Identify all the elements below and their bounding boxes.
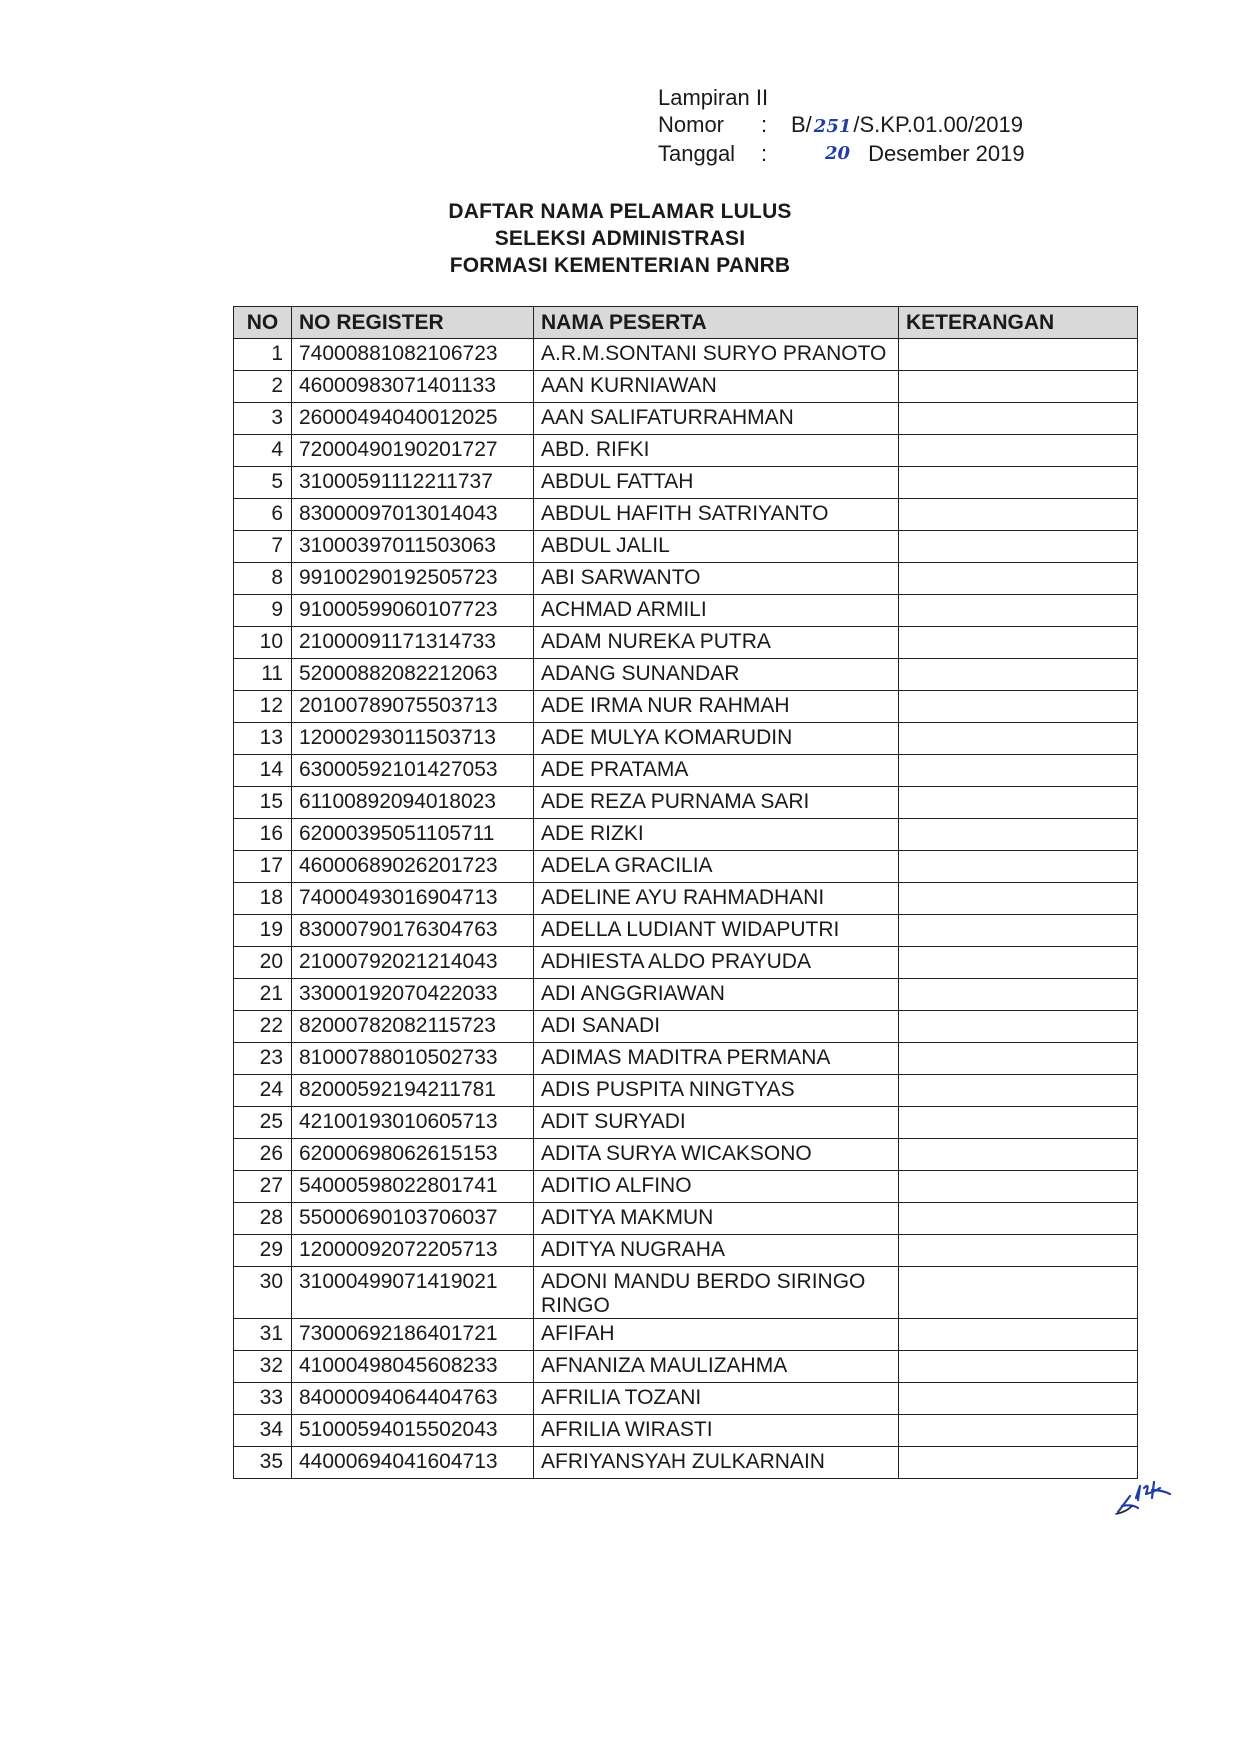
cell-no-register: 12000293011503713 xyxy=(292,723,534,755)
cell-nama-peserta: ADHIESTA ALDO PRAYUDA xyxy=(534,947,899,979)
table-row xyxy=(234,819,1138,851)
cell-no-register: 91000599060107723 xyxy=(292,595,534,627)
nomor-handwritten: 251 xyxy=(813,116,852,137)
colon: : xyxy=(761,141,768,166)
cell-no: 10 xyxy=(234,627,292,659)
lampiran-label: Lampiran II xyxy=(658,85,769,110)
cell-keterangan xyxy=(899,1139,1138,1171)
tanggal-label: Tanggal xyxy=(658,141,736,166)
table-row xyxy=(234,723,1138,755)
cell-no: 17 xyxy=(234,851,292,883)
cell-no-register: 82000782082115723 xyxy=(292,1011,534,1043)
nomor-line xyxy=(658,111,1025,140)
cell-nama-peserta: ADIMAS MADITRA PERMANA xyxy=(534,1043,899,1075)
table-row xyxy=(234,691,1138,723)
cell-nama-peserta: ADONI MANDU BERDO SIRINGO RINGO xyxy=(534,1267,899,1319)
cell-keterangan xyxy=(899,627,1138,659)
lampiran-line xyxy=(658,84,1025,111)
cell-nama-peserta: ADELLA LUDIANT WIDAPUTRI xyxy=(534,915,899,947)
cell-nama-peserta: ADITYA NUGRAHA xyxy=(534,1235,899,1267)
cell-no-register: 20100789075503713 xyxy=(292,691,534,723)
table-row xyxy=(234,851,1138,883)
cell-no-register: 41000498045608233 xyxy=(292,1351,534,1383)
cell-no-register: 61100892094018023 xyxy=(292,787,534,819)
cell-no-register: 84000094064404763 xyxy=(292,1383,534,1415)
cell-keterangan xyxy=(899,1235,1138,1267)
cell-nama-peserta: AFRILIA WIRASTI xyxy=(534,1415,899,1447)
cell-keterangan xyxy=(899,1075,1138,1107)
cell-nama-peserta: ABI SARWANTO xyxy=(534,563,899,595)
cell-no-register: 73000692186401721 xyxy=(292,1319,534,1351)
cell-nama-peserta: ADAM NUREKA PUTRA xyxy=(534,627,899,659)
table-row xyxy=(234,467,1138,499)
cell-no-register: 83000097013014043 xyxy=(292,499,534,531)
cell-no: 23 xyxy=(234,1043,292,1075)
cell-no-register: 72000490190201727 xyxy=(292,435,534,467)
cell-nama-peserta: ADE REZA PURNAMA SARI xyxy=(534,787,899,819)
cell-nama-peserta: ADE RIZKI xyxy=(534,819,899,851)
cell-keterangan xyxy=(899,371,1138,403)
cell-keterangan xyxy=(899,1415,1138,1447)
cell-nama-peserta: AFIFAH xyxy=(534,1319,899,1351)
cell-no: 11 xyxy=(234,659,292,691)
cell-no-register: 82000592194211781 xyxy=(292,1075,534,1107)
cell-nama-peserta: ADIT SURYADI xyxy=(534,1107,899,1139)
cell-no-register: 74000493016904713 xyxy=(292,883,534,915)
cell-nama-peserta: AAN SALIFATURRAHMAN xyxy=(534,403,899,435)
cell-keterangan xyxy=(899,787,1138,819)
table-row xyxy=(234,659,1138,691)
cell-no: 31 xyxy=(234,1319,292,1351)
cell-keterangan xyxy=(899,595,1138,627)
cell-no-register: 42100193010605713 xyxy=(292,1107,534,1139)
cell-no-register: 46000983071401133 xyxy=(292,371,534,403)
cell-no: 33 xyxy=(234,1383,292,1415)
cell-no: 16 xyxy=(234,819,292,851)
cell-keterangan xyxy=(899,1011,1138,1043)
cell-keterangan xyxy=(899,1383,1138,1415)
cell-keterangan xyxy=(899,1171,1138,1203)
table-row xyxy=(234,979,1138,1011)
cell-no-register: 31000499071419021 xyxy=(292,1267,534,1319)
cell-nama-peserta: ADE MULYA KOMARUDIN xyxy=(534,723,899,755)
cell-nama-peserta: ABDUL JALIL xyxy=(534,531,899,563)
table-row xyxy=(234,1107,1138,1139)
cell-no: 27 xyxy=(234,1171,292,1203)
cell-no: 4 xyxy=(234,435,292,467)
cell-keterangan xyxy=(899,1203,1138,1235)
table-row xyxy=(234,531,1138,563)
table-row xyxy=(234,403,1138,435)
table-row xyxy=(234,1011,1138,1043)
title-line-1: DAFTAR NAMA PELAMAR LULUS xyxy=(448,200,792,223)
table-row xyxy=(234,339,1138,371)
table-row xyxy=(234,1235,1138,1267)
table-row xyxy=(234,1383,1138,1415)
table-row xyxy=(234,947,1138,979)
cell-no-register: 54000598022801741 xyxy=(292,1171,534,1203)
cell-nama-peserta: AFRIYANSYAH ZULKARNAIN xyxy=(534,1447,899,1479)
table-row xyxy=(234,1319,1138,1351)
nomor-label: Nomor xyxy=(658,112,725,137)
cell-no-register: 62000395051105711 xyxy=(292,819,534,851)
cell-keterangan xyxy=(899,755,1138,787)
table-row xyxy=(234,1447,1138,1479)
cell-nama-peserta: AFNANIZA MAULIZAHMA xyxy=(534,1351,899,1383)
cell-nama-peserta: ADIS PUSPITA NINGTYAS xyxy=(534,1075,899,1107)
tanggal-handwritten: 20 xyxy=(825,143,851,164)
cell-nama-peserta: ADELA GRACILIA xyxy=(534,851,899,883)
table-row xyxy=(234,499,1138,531)
cell-no-register: 44000694041604713 xyxy=(292,1447,534,1479)
cell-no-register: 83000790176304763 xyxy=(292,915,534,947)
header-no-register: NO REGISTER xyxy=(292,307,534,339)
table-row xyxy=(234,1075,1138,1107)
cell-nama-peserta: ADE PRATAMA xyxy=(534,755,899,787)
title-line-2: SELEKSI ADMINISTRASI xyxy=(494,227,746,250)
cell-keterangan xyxy=(899,659,1138,691)
table-row xyxy=(234,1171,1138,1203)
cell-keterangan xyxy=(899,1043,1138,1075)
cell-keterangan xyxy=(899,883,1138,915)
cell-no: 28 xyxy=(234,1203,292,1235)
cell-keterangan xyxy=(899,403,1138,435)
table-row xyxy=(234,1267,1138,1319)
cell-nama-peserta: ADITA SURYA WICAKSONO xyxy=(534,1139,899,1171)
cell-no-register: 74000881082106723 xyxy=(292,339,534,371)
cell-keterangan xyxy=(899,499,1138,531)
table-row xyxy=(234,1351,1138,1383)
cell-no-register: 21000091171314733 xyxy=(292,627,534,659)
cell-nama-peserta: ADITYA MAKMUN xyxy=(534,1203,899,1235)
table-row xyxy=(234,1139,1138,1171)
cell-keterangan xyxy=(899,1319,1138,1351)
cell-keterangan xyxy=(899,1267,1138,1319)
cell-keterangan xyxy=(899,851,1138,883)
header-nama-peserta: NAMA PESERTA xyxy=(534,307,899,339)
cell-nama-peserta: ADELINE AYU RAHMADHANI xyxy=(534,883,899,915)
cell-keterangan xyxy=(899,435,1138,467)
cell-nama-peserta: ADITIO ALFINO xyxy=(534,1171,899,1203)
cell-no: 32 xyxy=(234,1351,292,1383)
cell-no: 12 xyxy=(234,691,292,723)
cell-nama-peserta: ACHMAD ARMILI xyxy=(534,595,899,627)
cell-no: 35 xyxy=(234,1447,292,1479)
cell-no: 6 xyxy=(234,499,292,531)
title-line-3: FORMASI KEMENTERIAN PANRB xyxy=(449,254,791,277)
table-row xyxy=(234,787,1138,819)
attachment-info xyxy=(658,84,1025,167)
table-row xyxy=(234,627,1138,659)
cell-keterangan xyxy=(899,819,1138,851)
table-row xyxy=(234,1043,1138,1075)
cell-keterangan xyxy=(899,467,1138,499)
document-title xyxy=(380,198,860,279)
tanggal-line xyxy=(658,140,1025,167)
cell-no: 30 xyxy=(234,1267,292,1319)
cell-nama-peserta: ADI SANADI xyxy=(534,1011,899,1043)
cell-nama-peserta: AAN KURNIAWAN xyxy=(534,371,899,403)
table-row xyxy=(234,371,1138,403)
table-row xyxy=(234,435,1138,467)
cell-keterangan xyxy=(899,563,1138,595)
header-keterangan: KETERANGAN xyxy=(899,307,1138,339)
applicant-table xyxy=(233,306,1138,1479)
cell-no: 15 xyxy=(234,787,292,819)
table-row xyxy=(234,1203,1138,1235)
cell-no-register: 33000192070422033 xyxy=(292,979,534,1011)
initials-signature xyxy=(1110,1468,1190,1518)
cell-no-register: 81000788010502733 xyxy=(292,1043,534,1075)
cell-no: 18 xyxy=(234,883,292,915)
cell-no: 8 xyxy=(234,563,292,595)
cell-nama-peserta: ADI ANGGRIAWAN xyxy=(534,979,899,1011)
table-row xyxy=(234,563,1138,595)
table-row xyxy=(234,755,1138,787)
cell-keterangan xyxy=(899,1107,1138,1139)
tanggal-value xyxy=(791,140,1025,167)
cell-no: 25 xyxy=(234,1107,292,1139)
table-header-row xyxy=(234,307,1138,339)
cell-no: 1 xyxy=(234,339,292,371)
table-row xyxy=(234,883,1138,915)
cell-nama-peserta: ABDUL HAFITH SATRIYANTO xyxy=(534,499,899,531)
table-row xyxy=(234,595,1138,627)
cell-no-register: 12000092072205713 xyxy=(292,1235,534,1267)
cell-no-register: 31000591112211737 xyxy=(292,467,534,499)
cell-nama-peserta: ABDUL FATTAH xyxy=(534,467,899,499)
cell-no: 19 xyxy=(234,915,292,947)
cell-no-register: 51000594015502043 xyxy=(292,1415,534,1447)
colon: : xyxy=(761,112,768,137)
cell-nama-peserta: ADANG SUNANDAR xyxy=(534,659,899,691)
header-no: NO xyxy=(234,307,292,339)
cell-no: 5 xyxy=(234,467,292,499)
table-body xyxy=(234,339,1138,1479)
cell-no: 22 xyxy=(234,1011,292,1043)
cell-keterangan xyxy=(899,531,1138,563)
cell-keterangan xyxy=(899,339,1138,371)
cell-keterangan xyxy=(899,723,1138,755)
cell-no: 26 xyxy=(234,1139,292,1171)
cell-no-register: 63000592101427053 xyxy=(292,755,534,787)
cell-keterangan xyxy=(899,1447,1138,1479)
cell-no: 7 xyxy=(234,531,292,563)
cell-no: 3 xyxy=(234,403,292,435)
cell-nama-peserta: ADE IRMA NUR RAHMAH xyxy=(534,691,899,723)
nomor-value xyxy=(791,111,1023,140)
cell-keterangan xyxy=(899,1351,1138,1383)
cell-no-register: 31000397011503063 xyxy=(292,531,534,563)
table-row xyxy=(234,1415,1138,1447)
cell-nama-peserta: A.R.M.SONTANI SURYO PRANOTO xyxy=(534,339,899,371)
cell-no-register: 99100290192505723 xyxy=(292,563,534,595)
cell-no: 29 xyxy=(234,1235,292,1267)
cell-no: 24 xyxy=(234,1075,292,1107)
cell-no: 2 xyxy=(234,371,292,403)
cell-nama-peserta: ABD. RIFKI xyxy=(534,435,899,467)
cell-no-register: 46000689026201723 xyxy=(292,851,534,883)
table-row xyxy=(234,915,1138,947)
cell-no-register: 21000792021214043 xyxy=(292,947,534,979)
cell-no: 9 xyxy=(234,595,292,627)
nomor-suffix: /S.KP.01.00/2019 xyxy=(853,112,1024,137)
cell-keterangan xyxy=(899,915,1138,947)
cell-no: 13 xyxy=(234,723,292,755)
cell-no: 21 xyxy=(234,979,292,1011)
cell-no: 20 xyxy=(234,947,292,979)
cell-no-register: 26000494040012025 xyxy=(292,403,534,435)
cell-no: 34 xyxy=(234,1415,292,1447)
cell-keterangan xyxy=(899,947,1138,979)
cell-keterangan xyxy=(899,979,1138,1011)
tanggal-rest: Desember 2019 xyxy=(868,141,1025,166)
cell-no: 14 xyxy=(234,755,292,787)
cell-no-register: 55000690103706037 xyxy=(292,1203,534,1235)
nomor-prefix: B/ xyxy=(791,112,812,137)
cell-no-register: 62000698062615153 xyxy=(292,1139,534,1171)
cell-no-register: 52000882082212063 xyxy=(292,659,534,691)
cell-nama-peserta: AFRILIA TOZANI xyxy=(534,1383,899,1415)
cell-keterangan xyxy=(899,691,1138,723)
